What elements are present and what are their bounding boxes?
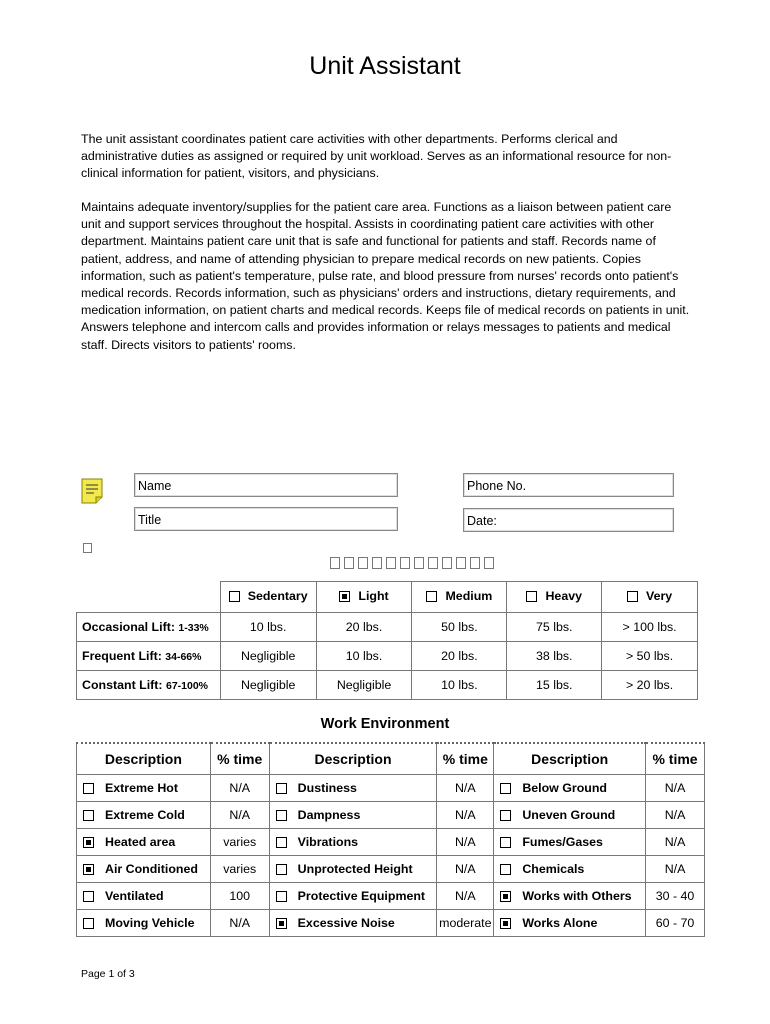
lift-col-heavy <box>507 582 602 613</box>
environment-label: Heated area <box>105 835 176 849</box>
environment-time: N/A <box>437 775 494 802</box>
description-paragraph-1: The unit assistant coordinates patient care activities with other departments. Performs clerical and administrative duties as assigned or required by unit workload. Serves as an informational resource for non-clinical information for patient, visitors, and physicians. <box>81 132 672 181</box>
col-header-description: Description <box>77 743 211 775</box>
lift-checkbox[interactable] <box>526 591 537 602</box>
lift-row-label: Occasional Lift: 1-33% <box>77 613 221 642</box>
environment-label: Air Conditioned <box>105 862 198 876</box>
environment-time: N/A <box>646 829 705 856</box>
environment-row <box>77 856 705 883</box>
environment-description <box>269 775 437 802</box>
lift-col-label: Medium <box>445 589 493 604</box>
placeholder-glyph-row <box>330 557 494 569</box>
title-field[interactable]: Title <box>134 507 398 531</box>
lift-cell: 75 lbs. <box>507 613 602 642</box>
environment-description <box>494 883 646 910</box>
lift-checkbox[interactable] <box>339 591 350 602</box>
environment-time: N/A <box>210 802 269 829</box>
placeholder-glyph <box>372 557 382 569</box>
environment-label: Below Ground <box>522 781 607 795</box>
phone-field[interactable]: Phone No. <box>463 473 674 497</box>
environment-time: varies <box>210 829 269 856</box>
environment-description <box>77 775 211 802</box>
environment-time: N/A <box>210 775 269 802</box>
lift-checkbox[interactable] <box>627 591 638 602</box>
lift-cell: Negligible <box>220 642 316 671</box>
environment-description <box>77 802 211 829</box>
placeholder-glyph <box>358 557 368 569</box>
lift-checkbox[interactable] <box>229 591 240 602</box>
environment-description <box>269 802 437 829</box>
work-environment-title: Work Environment <box>320 716 450 732</box>
environment-label: Dustiness <box>297 781 357 795</box>
lift-col-very <box>602 582 698 613</box>
environment-label: Excessive Noise <box>297 916 395 930</box>
environment-time: varies <box>210 856 269 883</box>
environment-checkbox[interactable] <box>276 864 287 875</box>
environment-label: Extreme Cold <box>105 808 185 822</box>
environment-label: Protective Equipment <box>297 889 426 903</box>
environment-description <box>494 775 646 802</box>
lift-col-label: Very <box>645 589 673 604</box>
environment-time: 60 - 70 <box>646 910 705 937</box>
environment-description <box>269 829 437 856</box>
environment-label: Works with Others <box>522 889 632 903</box>
environment-time: N/A <box>646 775 705 802</box>
placeholder-glyph <box>442 557 452 569</box>
col-header-time: % time <box>437 743 494 775</box>
lift-cell: 38 lbs. <box>507 642 602 671</box>
placeholder-glyph <box>414 557 424 569</box>
col-header-description: Description <box>494 743 646 775</box>
environment-description <box>269 856 437 883</box>
environment-row <box>77 829 705 856</box>
environment-checkbox[interactable] <box>500 864 511 875</box>
environment-description <box>77 910 211 937</box>
placeholder-box <box>83 543 92 553</box>
lift-row <box>77 613 698 642</box>
environment-checkbox[interactable] <box>83 783 94 794</box>
environment-description <box>77 856 211 883</box>
environment-row <box>77 802 705 829</box>
lift-cell: 10 lbs. <box>412 671 507 700</box>
environment-checkbox[interactable] <box>276 837 287 848</box>
lift-row <box>77 671 698 700</box>
environment-row <box>77 910 705 937</box>
lift-row-label: Constant Lift: 67-100% <box>77 671 221 700</box>
environment-description <box>494 910 646 937</box>
environment-time: N/A <box>646 802 705 829</box>
environment-label: Uneven Ground <box>522 808 616 822</box>
lift-checkbox[interactable] <box>426 591 437 602</box>
lift-row <box>77 642 698 671</box>
environment-checkbox[interactable] <box>276 810 287 821</box>
description-paragraph-2: Maintains adequate inventory/supplies for the patient care area. Functions as a liaison between patient care unit and support services throughout the hospital. Assists in coordinating patient care activities with other department. Maintains patient care unit that is safe and functional for patients and staff. Records name of patient, address, and name of attending physician to prepare medical records on new patients. Copies information, such as patient's temperature, pulse rate, and blood pressure from nurses' records onto patient's medical records. Records information, such as physicians' orders and instructions, dietary requirements, and medication information, on patient charts and medical records. Keeps file of medical records on patients in unit. Answers telephone and intercom calls and provides information or relays messages to patients and medical staff. Directs visitors to patients' rooms. <box>81 200 690 352</box>
environment-checkbox[interactable] <box>500 837 511 848</box>
environment-label: Works Alone <box>522 916 598 930</box>
lift-col-label: Heavy <box>545 589 582 604</box>
environment-checkbox[interactable] <box>276 783 287 794</box>
environment-time: N/A <box>437 802 494 829</box>
lift-col-light <box>316 582 412 613</box>
work-environment-table <box>76 742 705 937</box>
date-field[interactable]: Date: <box>463 508 674 532</box>
lift-cell: > 20 lbs. <box>602 671 698 700</box>
environment-label: Ventilated <box>105 889 164 903</box>
environment-time: N/A <box>646 856 705 883</box>
environment-time: N/A <box>437 883 494 910</box>
environment-checkbox[interactable] <box>83 837 94 848</box>
environment-checkbox[interactable] <box>83 918 94 929</box>
environment-description <box>269 910 437 937</box>
environment-time: 100 <box>210 883 269 910</box>
lift-table <box>76 581 698 700</box>
environment-description <box>494 856 646 883</box>
environment-description <box>77 829 211 856</box>
environment-label: Extreme Hot <box>105 781 178 795</box>
environment-checkbox[interactable] <box>500 891 511 902</box>
placeholder-glyph <box>386 557 396 569</box>
lift-row-label: Frequent Lift: 34-66% <box>77 642 221 671</box>
environment-time: N/A <box>437 856 494 883</box>
lift-col-label: Light <box>358 589 389 604</box>
environment-time: N/A <box>437 829 494 856</box>
environment-checkbox[interactable] <box>500 810 511 821</box>
lift-cell: 20 lbs. <box>412 642 507 671</box>
environment-checkbox[interactable] <box>500 783 511 794</box>
environment-checkbox[interactable] <box>276 918 287 929</box>
environment-checkbox[interactable] <box>83 864 94 875</box>
environment-label: Moving Vehicle <box>105 916 195 930</box>
lift-cell: 10 lbs. <box>220 613 316 642</box>
environment-time: moderate <box>437 910 494 937</box>
col-header-time: % time <box>210 743 269 775</box>
environment-checkbox[interactable] <box>83 810 94 821</box>
placeholder-glyph <box>456 557 466 569</box>
lift-cell: 10 lbs. <box>316 642 412 671</box>
environment-label: Fumes/Gases <box>522 835 603 849</box>
placeholder-glyph <box>344 557 354 569</box>
environment-description <box>494 829 646 856</box>
col-header-time: % time <box>646 743 705 775</box>
placeholder-glyph <box>470 557 480 569</box>
lift-cell: > 100 lbs. <box>602 613 698 642</box>
environment-checkbox[interactable] <box>276 891 287 902</box>
col-header-description: Description <box>269 743 437 775</box>
lift-col-sedentary <box>220 582 316 613</box>
note-icon[interactable] <box>81 478 103 504</box>
lift-cell: Negligible <box>316 671 412 700</box>
lift-cell: 15 lbs. <box>507 671 602 700</box>
environment-time: 30 - 40 <box>646 883 705 910</box>
lift-corner <box>77 582 221 613</box>
lift-col-medium <box>412 582 507 613</box>
environment-label: Unprotected Height <box>297 862 413 876</box>
environment-description <box>269 883 437 910</box>
environment-row <box>77 775 705 802</box>
placeholder-glyph <box>330 557 340 569</box>
page-number: Page 1 of 3 <box>81 968 135 980</box>
lift-cell: > 50 lbs. <box>602 642 698 671</box>
environment-label: Dampness <box>297 808 361 822</box>
lift-cell: 20 lbs. <box>316 613 412 642</box>
placeholder-glyph <box>400 557 410 569</box>
environment-checkbox[interactable] <box>500 918 511 929</box>
placeholder-glyph <box>428 557 438 569</box>
lift-col-label: Sedentary <box>247 589 308 604</box>
environment-time: N/A <box>210 910 269 937</box>
environment-row <box>77 883 705 910</box>
placeholder-glyph <box>484 557 494 569</box>
environment-checkbox[interactable] <box>83 891 94 902</box>
environment-description <box>494 802 646 829</box>
environment-label: Chemicals <box>522 862 585 876</box>
name-field[interactable]: Name <box>134 473 398 497</box>
page-title: Unit Assistant <box>309 52 461 80</box>
lift-cell: 50 lbs. <box>412 613 507 642</box>
environment-description <box>77 883 211 910</box>
environment-label: Vibrations <box>297 835 359 849</box>
lift-cell: Negligible <box>220 671 316 700</box>
